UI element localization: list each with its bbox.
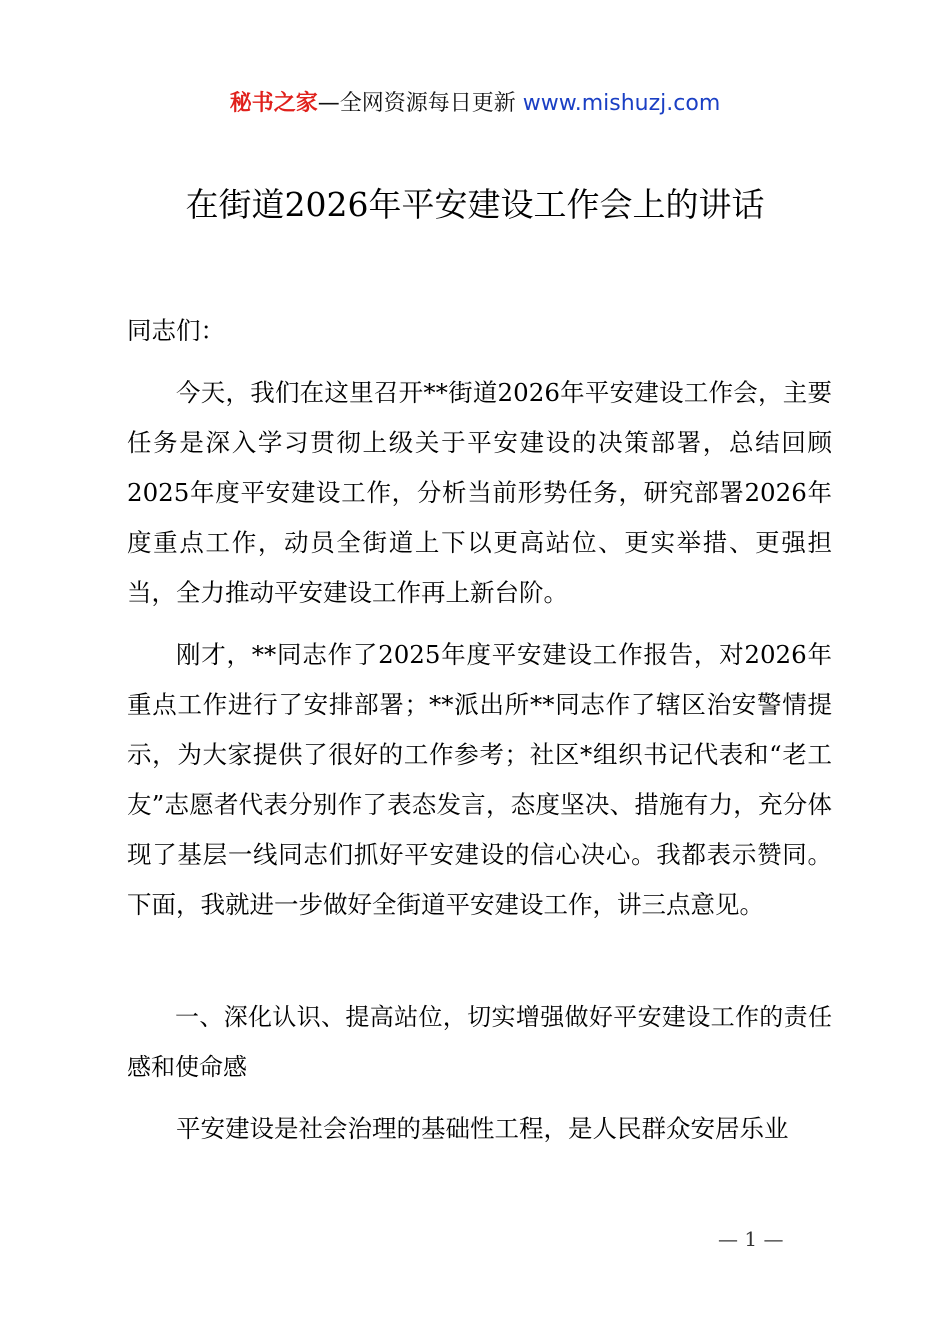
header-tagline: —全网资源每日更新: [317, 91, 523, 116]
brand-name: 秘书之家: [229, 91, 318, 116]
page-number: — 1 —: [718, 1227, 784, 1251]
paragraph-3: 平安建设是社会治理的基础性工程，是人民群众安居乐业: [176, 1114, 789, 1143]
header-url-link[interactable]: www.mishuzj.com: [522, 91, 721, 116]
salutation: 同志们：: [127, 316, 225, 345]
paragraph-2: 刚才，**同志作了2025年度平安建设工作报告，对2026年重点工作进行了安排部署；**派出所**同志作了辖区治安警情提示，为大家提供了很好的工作参考；社区*组织书记代表和“老工友”志愿者代表分别作了表态发言，态度坚决、措施有力，充分体现了基层一线同志们抓好平安建设的信心决心。我都表示赞同。下面，我就进一步做好全街道平安建设工作，讲三点意见。: [127, 640, 832, 919]
document-title: 在街道2026年平安建设工作会上的讲话: [185, 185, 765, 224]
paragraph-1: 今天，我们在这里召开**街道2026年平安建设工作会，主要任务是深入学习贯彻上级关于平安建设的决策部署，总结回顾2025年度平安建设工作，分析当前形势任务，研究部署2026年度重点工作，动员全街道上下以更高站位、更实举措、更强担当，全力推动平安建设工作再上新台阶。: [127, 378, 832, 607]
site-header: [0, 88, 950, 120]
section-heading-1: 一、深化认识、提高站位，切实增强做好平安建设工作的责任感和使命感: [127, 1003, 832, 1081]
